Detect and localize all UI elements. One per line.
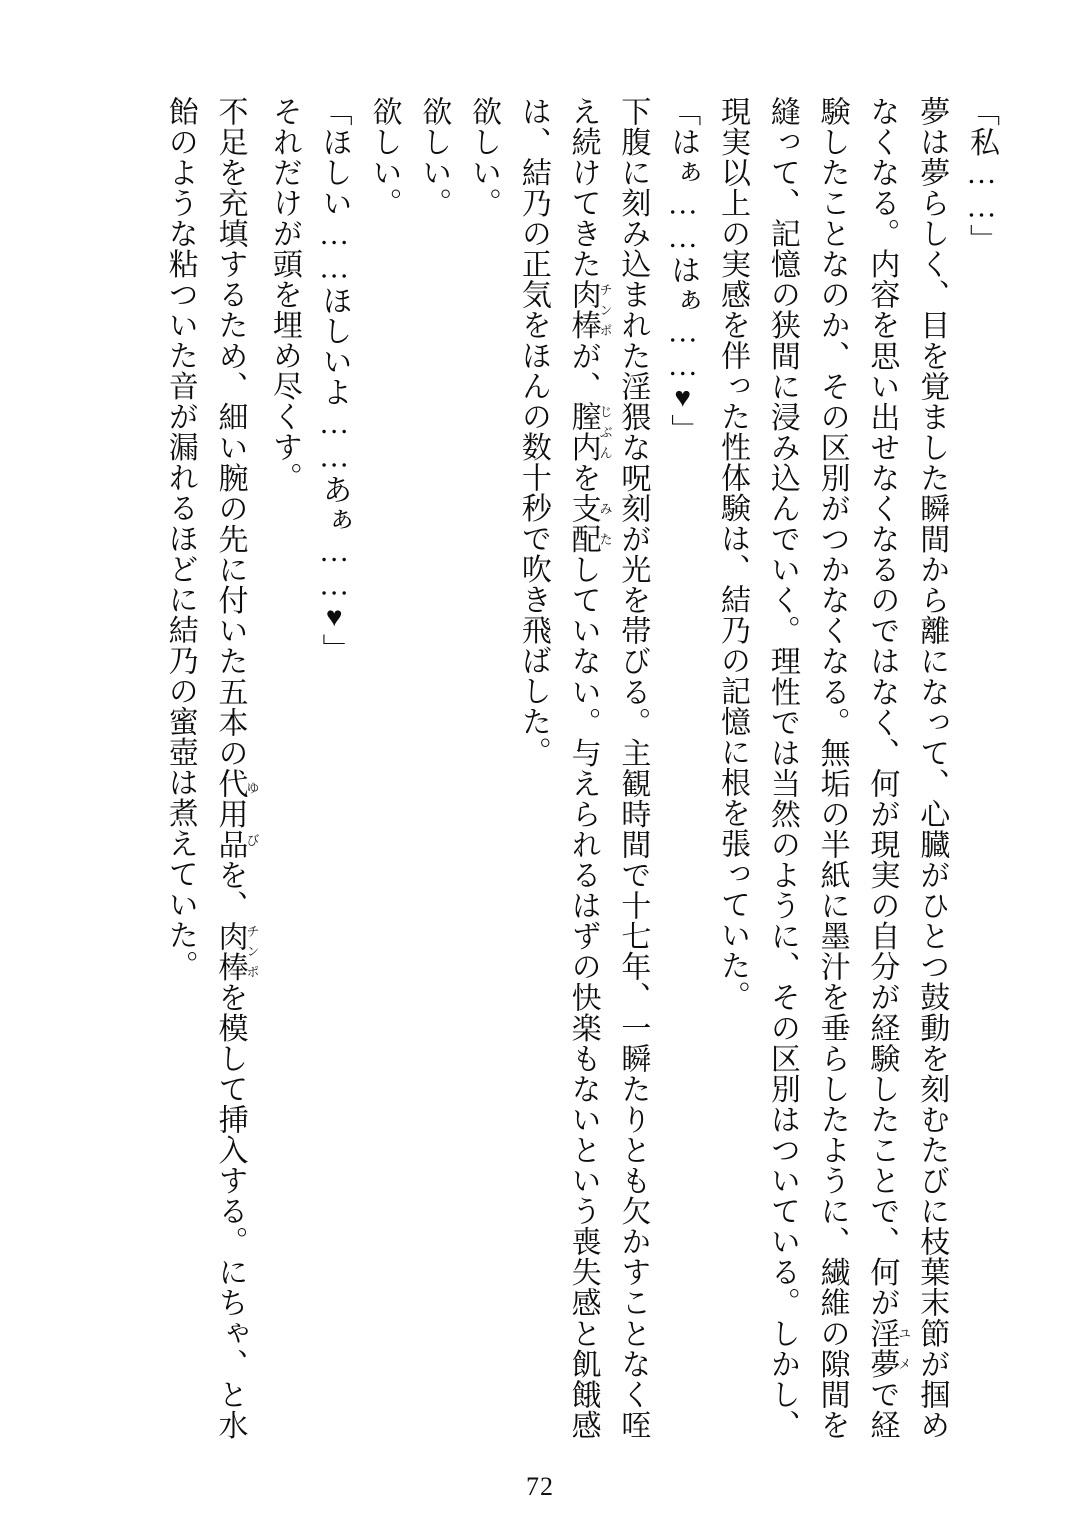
paragraph: 「私……」 [965,96,998,255]
ruby-jibun: 膣内じぶん [566,401,613,463]
ruby-mita: 支配みた [566,493,613,555]
paragraph: 欲しい。 [367,96,401,218]
heart-icon: ♥ [318,602,350,634]
ruby-chinpo-2: 肉棒チンポ [213,920,260,982]
ruby-chinpo-1: 肉棒チンポ [566,279,613,341]
paragraph: 欲しい。 [417,96,451,218]
paragraph: 「ほしい……ほしいよ……あぁ……♥」 [317,96,351,664]
paragraph: それだけが頭を埋め尽くす。 [267,96,301,493]
paragraph: 「はぁ……はぁ……♥」 [666,96,700,445]
paragraph: 欲しい。 [467,96,501,218]
heart-icon: ♥ [667,382,699,414]
ruby-yubi: 代用品ゆび [213,768,260,860]
page-number: 72 [526,1472,554,1501]
paragraph: 夢は夢らしく、目を覚ました瞬間から離になって、心臓がひとつ鼓動を刻むたびに枝葉末節が掴めなくなる。内容を思い出せなくなるのではなく、何が現実の自分が経験したことで、何が淫夢ユメで経験したことなのか、その区別がつかなくなる。無垢の半紙に墨汁を垂らしたように、繊維の隙間を縫って、記憶の狭間に浸み込んでいく。理性では当然のように、その区別はついている。しかし、現実以上の実感を伴った性体験は、結乃の記憶に根を張っていた。 [716,96,949,1440]
vertical-text-body [150,96,1006,1440]
ruby-inmu: 淫夢ユメ [865,1317,912,1379]
paragraph: 下腹に刻み込まれた淫猥な呪刻が光を帯びる。主観時間で十七年、一瞬たりとも欠かすことなく咥え続けてきた肉棒チンポが、膣内じぶんを支配みたしていない。与えられるはずの快楽もないという喪失感と飢餓感は、結乃の正気をほんの数十秒で吹き飛ばした。 [516,96,650,1440]
paragraph: 不足を充填するため、細い腕の先に付いた五本の代用品ゆびを、肉棒チンポを模して挿入する。にちゃ、と水飴のような粘ついた音が漏れるほどに結乃の蜜壺は煮えていた。 [163,96,260,1440]
